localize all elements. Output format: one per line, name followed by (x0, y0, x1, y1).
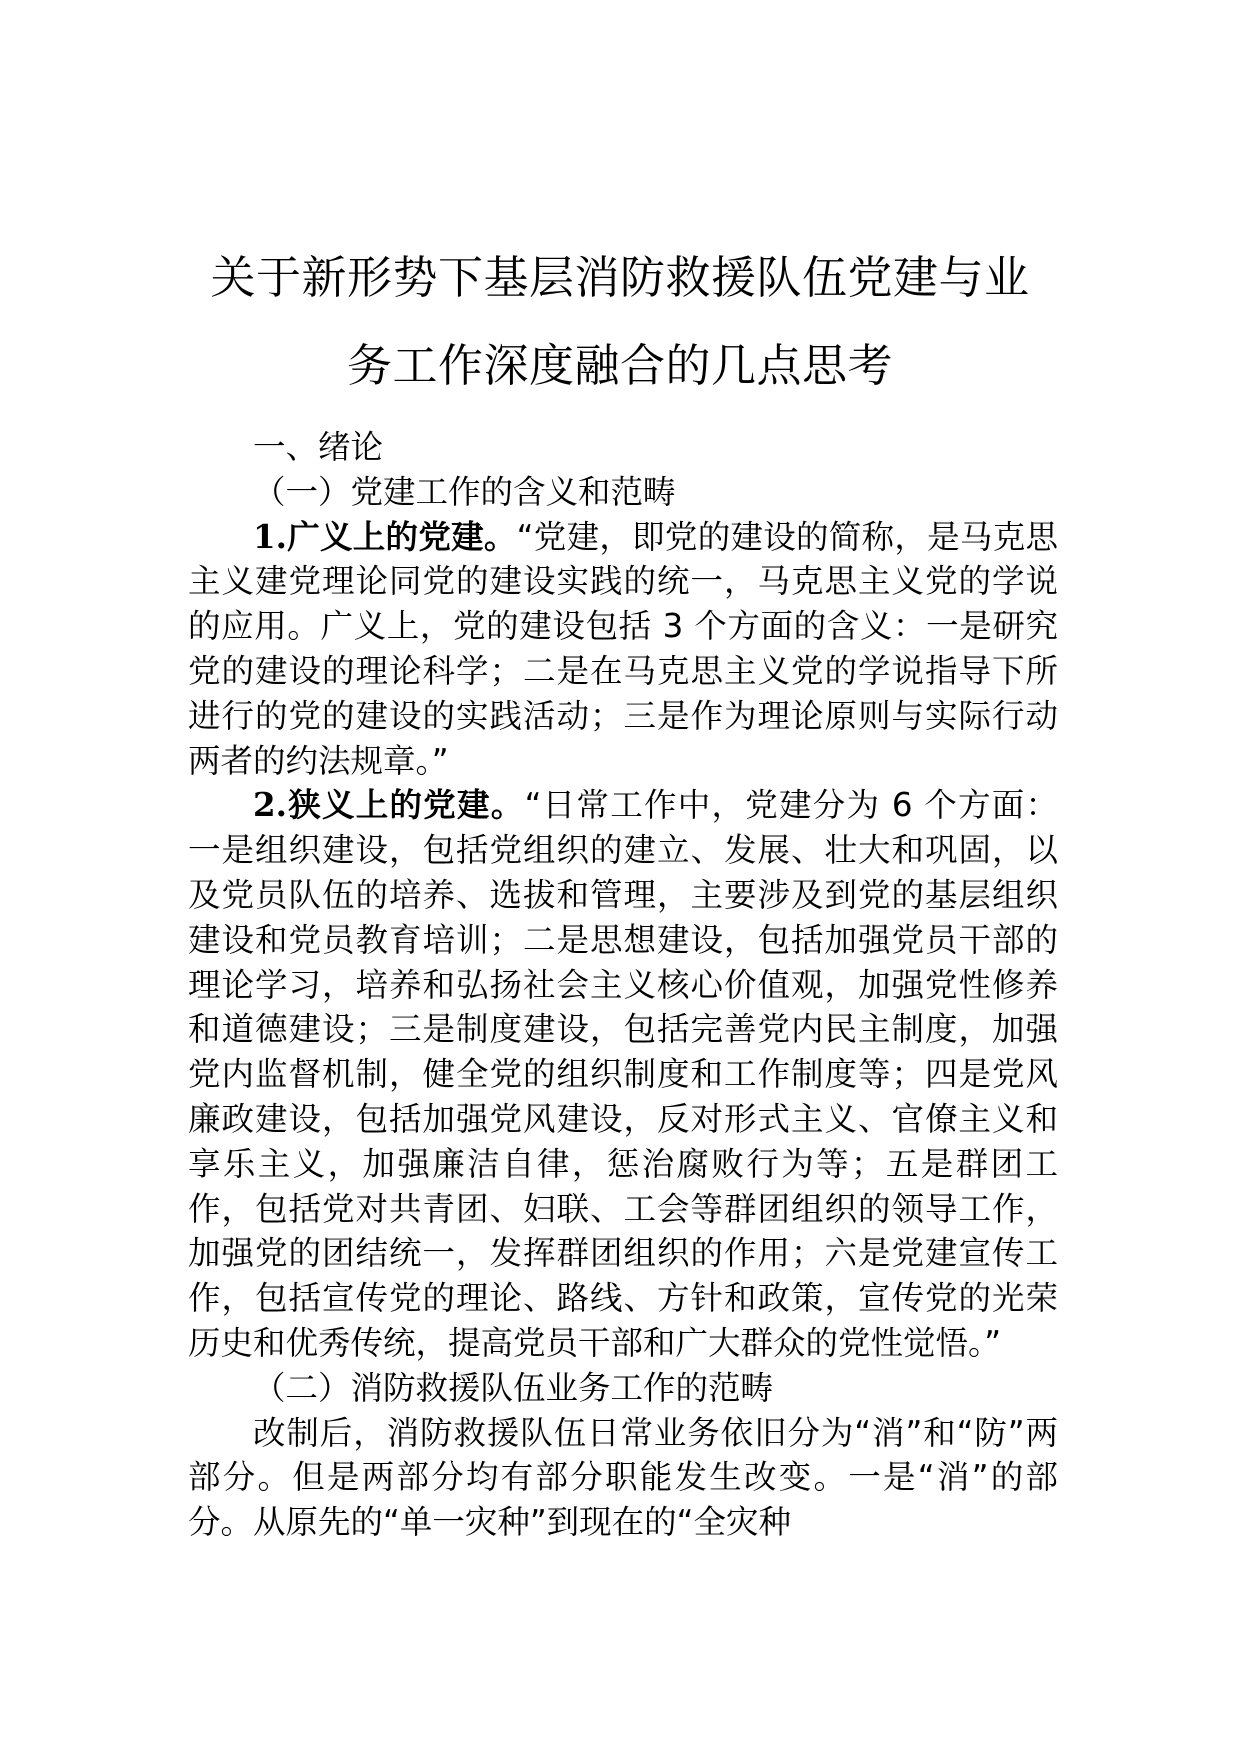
section-heading-introduction: 一、绪论 (253, 428, 384, 466)
paragraph-lead-broad: 1.广义上的党建。 (253, 516, 517, 556)
paragraph-text-broad: “党建，即党的建设的简称，是马克思主义建党理论同党的建设实践的统一，马克思主义党的学说的应用。广义上，党的建设包括 3 个方面的含义：一是研究党的建设的理论科学；二是在马克思主义党的学说指导下所进行的党的建设的实践活动；三是作为理论原则与实际行动两者的约法规章。” (188, 517, 1058, 780)
document-title-line-1: 关于新形势下基层消防救援队伍党建与业 (210, 251, 1030, 305)
paragraph-text-narrow: “日常工作中，党建分为 6 个方面：一是组织建设，包括党组织的建立、发展、壮大和巩固，以及党员队伍的培养、选拔和管理，主要涉及到党的基层组织建设和党员教育培训；二是思想建设，包括加强党员干部的理论学习，培养和弘扬社会主义核心价值观，加强党性修养和道德建设；三是制度建设，包括完善党内民主制度，加强党内监督机制，健全党的组织制度和工作制度等；四是党风廉政建设，包括加强党风建设，反对形式主义、官僚主义和享乐主义，加强廉洁自律，惩治腐败行为等；五是群团工作，包括党对共青团、妇联、工会等群团组织的领导工作，加强党的团结统一，发挥群团组织的作用；六是党建宣传工作，包括宣传党的理论、路线、方针和政策，宣传党的光荣历史和优秀传统，提高党员干部和广大群众的党性觉悟。” (188, 786, 1058, 1362)
paragraph-fire-rescue-work: 改制后，消防救援队伍日常业务依旧分为“消”和“防”两部分。但是两部分均有部分职能发生改变。一是“消”的部分。从原先的“单一灾种”到现在的“全灾种 (188, 1413, 1058, 1542)
paragraph-narrow-party-building (188, 783, 1058, 1365)
document-title-line-2: 务工作深度融合的几点思考 (346, 339, 893, 393)
document-body (188, 425, 1058, 1545)
subsection-heading-party-building: （一）党建工作的含义和范畴 (253, 472, 676, 511)
paragraph-broad-party-building (188, 515, 1058, 784)
subsection-heading-fire-rescue-work: （二）消防救援队伍业务工作的范畴 (253, 1368, 774, 1407)
paragraph-lead-narrow: 2.狭义上的党建。 (253, 785, 525, 825)
